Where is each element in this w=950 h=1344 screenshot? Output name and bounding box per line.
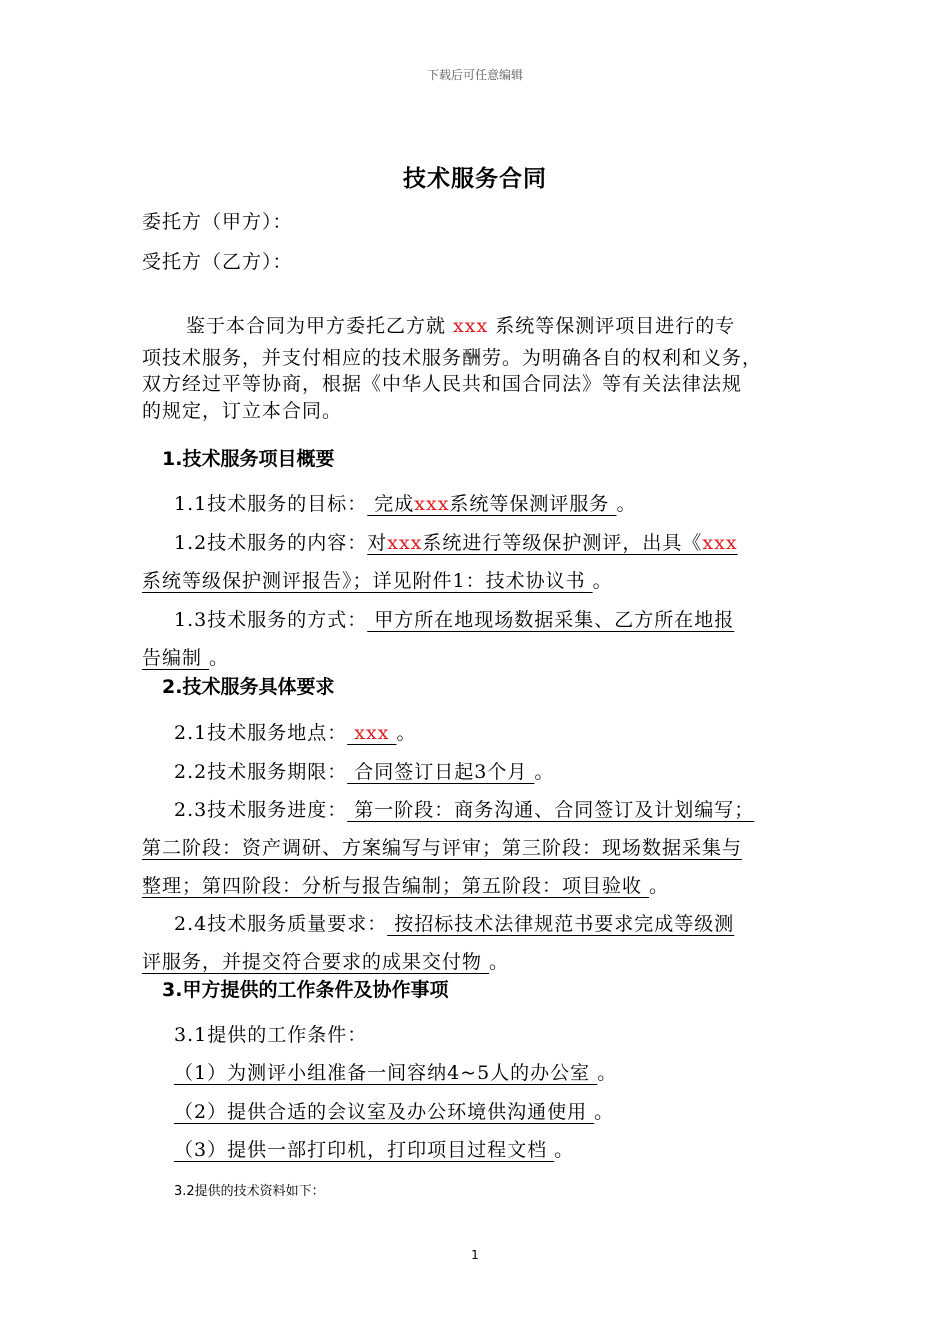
clause-2-4-line-2: 评服务，并提交符合要求的成果交付物 。 xyxy=(142,951,510,973)
clause-2-3-line-1 xyxy=(174,795,754,825)
clause-2-1: 2.1技术服务地点： xxx 。 xyxy=(174,722,417,744)
clause-3-1: 3.1提供的工作条件： xyxy=(174,1024,368,1046)
document-title: 技术服务合同 xyxy=(403,166,547,192)
clause-value: 整理；第四阶段：分析与报告编制；第五阶段：项目验收 xyxy=(142,875,650,897)
clause-value xyxy=(347,722,396,744)
system-placeholder: xxx xyxy=(414,493,450,515)
clause-value: 第一阶段：商务沟通、合同签订及计划编写； xyxy=(347,799,755,821)
clause-value: 系统等级保护测评报告》；详见附件1：技术协议书 xyxy=(142,570,593,592)
condition-text: （1）为测评小组准备一间容纳4~5人的办公室 xyxy=(174,1062,598,1084)
clause-value: 评服务，并提交符合要求的成果交付物 xyxy=(142,951,490,973)
preamble-line-4: 的规定，订立本合同。 xyxy=(142,400,343,422)
clause-value: 甲方所在地现场数据采集、乙方所在地报 xyxy=(367,609,735,631)
section-1-heading: 1.技术服务项目概要 xyxy=(162,448,335,470)
clause-label: 2.4技术服务质量要求： xyxy=(174,913,388,935)
clause-value: 合同签订日起3个月 xyxy=(347,761,535,783)
clause-3-2: 3.2提供的技术资料如下： xyxy=(174,1184,325,1199)
clause-label: 1.2技术服务的内容： xyxy=(174,532,368,554)
page-number: 1 xyxy=(471,1248,479,1262)
clause-value: 告编制 xyxy=(142,647,210,669)
clause-2-3-line-3: 整理；第四阶段：分析与报告编制；第五阶段：项目验收 。 xyxy=(142,875,670,897)
preamble-text: 系统等保测评项目进行的专 xyxy=(488,315,736,337)
client-party-line: 委托方（甲方）： xyxy=(142,211,293,233)
location-placeholder: xxx xyxy=(354,722,390,744)
condition-item-3: （3）提供一部打印机，打印项目过程文档 。 xyxy=(174,1139,575,1161)
clause-value: 对xxx系统进行等级保护测评，出具《xxx xyxy=(367,532,738,554)
clause-1-3-line-2: 告编制 。 xyxy=(142,647,230,669)
clause-label: 2.3技术服务进度： xyxy=(174,799,348,821)
preamble-line-3: 双方经过平等协商，根据《中华人民共和国合同法》等有关法律法规 xyxy=(142,373,743,395)
condition-text: （2）提供合适的会议室及办公环境供沟通使用 xyxy=(174,1101,595,1123)
clause-1-2-line-2: 系统等级保护测评报告》；详见附件1：技术协议书 。 xyxy=(142,570,613,592)
clause-1-2-line-1 xyxy=(174,528,738,558)
condition-text: （3）提供一部打印机，打印项目过程文档 xyxy=(174,1139,555,1161)
preamble-line-1 xyxy=(186,311,735,341)
clause-value: 按招标技术法律规范书要求完成等级测 xyxy=(387,913,735,935)
section-3-heading: 3.甲方提供的工作条件及协作事项 xyxy=(162,979,449,1001)
clause-label: 1.1技术服务的目标： xyxy=(174,493,368,515)
system-placeholder: xxx xyxy=(387,532,423,554)
preamble-line-2: 项技术服务，并支付相应的技术服务酬劳。为明确各自的权利和义务， xyxy=(142,347,763,369)
clause-label: 2.2技术服务期限： xyxy=(174,761,348,783)
contractor-party-line: 受托方（乙方）： xyxy=(142,251,293,273)
clause-label: 2.1技术服务地点： xyxy=(174,722,348,744)
header-note: 下载后可任意编辑 xyxy=(426,68,523,82)
clause-1-1: 1.1技术服务的目标： 完成xxx系统等保测评服务 。 xyxy=(174,493,637,515)
section-2-heading: 2.技术服务具体要求 xyxy=(162,676,335,698)
system-placeholder: xxx xyxy=(702,532,738,554)
system-placeholder: xxx xyxy=(453,315,489,337)
condition-item-1: （1）为测评小组准备一间容纳4~5人的办公室 。 xyxy=(174,1062,618,1084)
clause-2-2: 2.2技术服务期限： 合同签订日起3个月 。 xyxy=(174,761,555,783)
clause-value: 完成xxx系统等保测评服务 xyxy=(367,493,617,515)
clause-label: 1.3技术服务的方式： xyxy=(174,609,368,631)
preamble-text: 鉴于本合同为甲方委托乙方就 xyxy=(186,315,454,337)
clause-2-3-line-2 xyxy=(142,833,742,863)
clause-value: 第二阶段：资产调研、方案编写与评审；第三阶段：现场数据采集与 xyxy=(142,837,743,859)
condition-item-2: （2）提供合适的会议室及办公环境供沟通使用 。 xyxy=(174,1101,615,1123)
clause-1-3-line-1 xyxy=(174,605,734,635)
clause-2-4-line-1 xyxy=(174,909,734,939)
